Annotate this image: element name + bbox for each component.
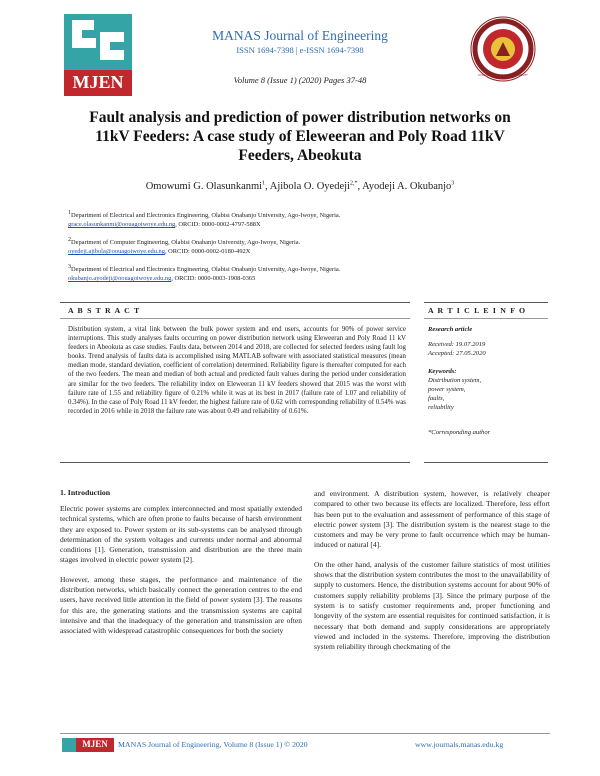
- keywords-label: Keywords:: [428, 368, 457, 375]
- body-paragraph: However, among these stages, the performance and maintenance of the distribution networks, which basically connect the generation centres to the end users, have received little attention in the field of power system [3]. The reasons for this are, the generating stations and the transmission systems are capital intensive and that the inadequacy of the generation and transmission are often associated with widespread catastrophic consequences for both the society: [60, 574, 302, 636]
- affiliation-text: Department of Electrical and Electronics Engineering, Olabisi Onabanjo University, Ago-Iwoye, Nigeria.: [71, 266, 341, 273]
- right-column: [314, 489, 550, 661]
- affiliation: [68, 238, 488, 256]
- abstract-rule-mid: [60, 318, 410, 319]
- orcid-text: , ORCID: 0000-0003-1908-0365: [171, 275, 256, 282]
- keyword: power system,: [428, 386, 466, 393]
- footer-url-link[interactable]: www.journals.manas.edu.kg: [415, 740, 504, 749]
- abstract-rule-top: [60, 302, 410, 303]
- footer-logo: [62, 738, 114, 752]
- university-seal: [470, 16, 536, 82]
- seal-text: KYRGYZ–TURKISH MANAS UNIVERSITY: [478, 74, 528, 77]
- corresponding-author: *Corresponding author: [428, 429, 491, 436]
- article-info-heading: A R T I C L E I N F O: [428, 306, 527, 315]
- affiliation-sup: 3: [68, 263, 71, 270]
- received-date: Received: 19.07.2019: [428, 341, 486, 348]
- abstract-heading: A B S T R A C T: [68, 306, 141, 315]
- left-column: [60, 504, 302, 646]
- author-sup: 2,*: [349, 180, 358, 187]
- body-paragraph: and environment. A distribution system, however, is relatively cheaper compared to other two because its effects are localized. Therefore, less effort has been put to the evaluation and assessment of performance of this stage of electric power system [3]. The distribution system is the nearest stage to the customers and may be very prone to fault occurrence which may be human-induced or natural [4].: [314, 489, 550, 550]
- research-label: Research article: [428, 326, 473, 333]
- body-paragraph: On the other hand, analysis of the customer failure statistics of most utilities shows that the distribution system contributes the most to the unavailability of supply to customers. Hence, the distribution systems account for about 90% of customers supply reliability problems [3]. Since the primary purpose of the system is to satisfy customer requirements and, proper functioning and longevity of the system are essential requisites for continued satisfaction, it is necessary that both demand and supply considerations are appropriately viewed and included in the systems. Therefore, improving the distribution system reliability through checkmating of the: [314, 559, 550, 652]
- author-email-link[interactable]: grace.olasunkanmi@oouagoiwoye.edu.ng: [68, 221, 176, 228]
- author-email-link[interactable]: oyedeji.ajibola@oouagoiwoye.edu.ng: [68, 248, 165, 255]
- issn-line: ISSN 1694-7398 | e-ISSN 1694-7398: [236, 45, 364, 55]
- footer-logo-text: MJEN: [82, 739, 108, 749]
- affiliation-text: Department of Electrical and Electronics Engineering, Olabisi Onabanjo University, Ago-Iwoye, Nigeria.: [71, 212, 341, 219]
- title-line: 11kV Feeders: A case study of Eleweeran and Poly Road 11kV: [95, 128, 505, 145]
- journal-logo-text: MJEN: [72, 72, 124, 92]
- volume-line: Volume 8 (Issue 1) (2020) Pages 37-48: [233, 75, 367, 85]
- body-paragraph: Electric power systems are complex interconnected and most spatially extended technical systems, which are often prone to faults because of harsh environment they are exposed to. Power system or its sub-systems can be analysed through determination of the system voltages and currents under normal and abnormal conditions [1]. Generation, transmission and distribution are the three main stages involved in electric power system [2].: [60, 504, 302, 565]
- abstract-rule-bottom: [60, 462, 410, 463]
- accepted-date: Accepted: 27.05.2020: [428, 350, 486, 357]
- author-name: Omowumi G. Olasunkanmi: [145, 181, 263, 192]
- info-rule-bottom: [424, 462, 548, 463]
- affiliation-text: Department of Computer Engineering, Olabisi Onabanjo University, Ago-Iwoye, Nigeria.: [71, 239, 301, 246]
- orcid-text: , ORCID: 0000-0002-0180-492X: [164, 248, 251, 255]
- university-seal-icon: [470, 16, 536, 82]
- author-name: Ajibola O. Oyedeji: [269, 181, 350, 192]
- author-sup: 3: [451, 180, 455, 187]
- affiliation-sup: 2: [68, 236, 71, 243]
- abstract-text: Distribution system, a vital link between the bulk power system and end users, accounts for 90% of power service interruptions. This study analyses faults occurring on power distribution network using Eleweeran and Poly Road 11 kV feeders in Abeokuta as case studies. Faults data, between 2014 and 2018, are collected for selected feeders using fault log books. Trend analysis of faults data is accomplished using MATLAB software with associated statistical measures (mean median mode, standard deviation, coefficient of correlation) determined. Reliability figure is thereafter computed for each of the two feeders. The mean and median of both actual and predicted fault values during the period under consideration are similar for the two feeders. The reliability index on Eleweeran 11 kV feeders showed that 2015 was the worst with failure rate of 1.55 and reliability figure of 0.21% while it was at its best in 2017 (failure rate of 1.07 and reliability of 0.34%). In the case of Poly Road 11 kV feeder, the highest failure rate of 0.62 with corresponding reliability of 0.54% was recorded in 2016 while in 2018 the failure rate was about 0.49 and reliability of 0.61%.: [68, 326, 406, 415]
- paper-title: [60, 108, 540, 165]
- author-sup: 1: [262, 180, 266, 187]
- author-list: Omowumi G. Olasunkanmi$^1$, Ajibola O. Oyedeji$^{2,*}$, Ayodeji A. Okubanjo$^3$: [145, 180, 455, 192]
- author-name: Ayodeji A. Okubanjo: [362, 181, 452, 192]
- affiliation: [68, 265, 488, 283]
- keyword: faults,: [428, 395, 445, 402]
- footer-rule: [60, 733, 550, 734]
- author-email-link[interactable]: okubanjo.ayodeji@oouagoiwoye.edu.ng: [68, 275, 172, 282]
- info-rule-top: [424, 302, 548, 303]
- info-rule-mid: [424, 318, 548, 319]
- journal-logo: [64, 14, 132, 96]
- intro-heading: 1. Introduction: [60, 488, 111, 497]
- orcid-text: , ORCID: 0000-0002-4797-588X: [175, 221, 261, 228]
- title-line: Fault analysis and prediction of power distribution networks on: [89, 109, 511, 126]
- affiliation: [68, 211, 488, 229]
- footer-citation: MANAS Journal of Engineering, Volume 8 (Issue 1) © 2020: [118, 740, 308, 749]
- keyword: reliability: [428, 404, 454, 411]
- journal-name: MANAS Journal of Engineering: [212, 28, 388, 43]
- affiliation-sup: 1: [68, 209, 71, 216]
- keyword: Distribution system,: [428, 377, 482, 384]
- title-line: Feeders, Abeokuta: [238, 147, 362, 164]
